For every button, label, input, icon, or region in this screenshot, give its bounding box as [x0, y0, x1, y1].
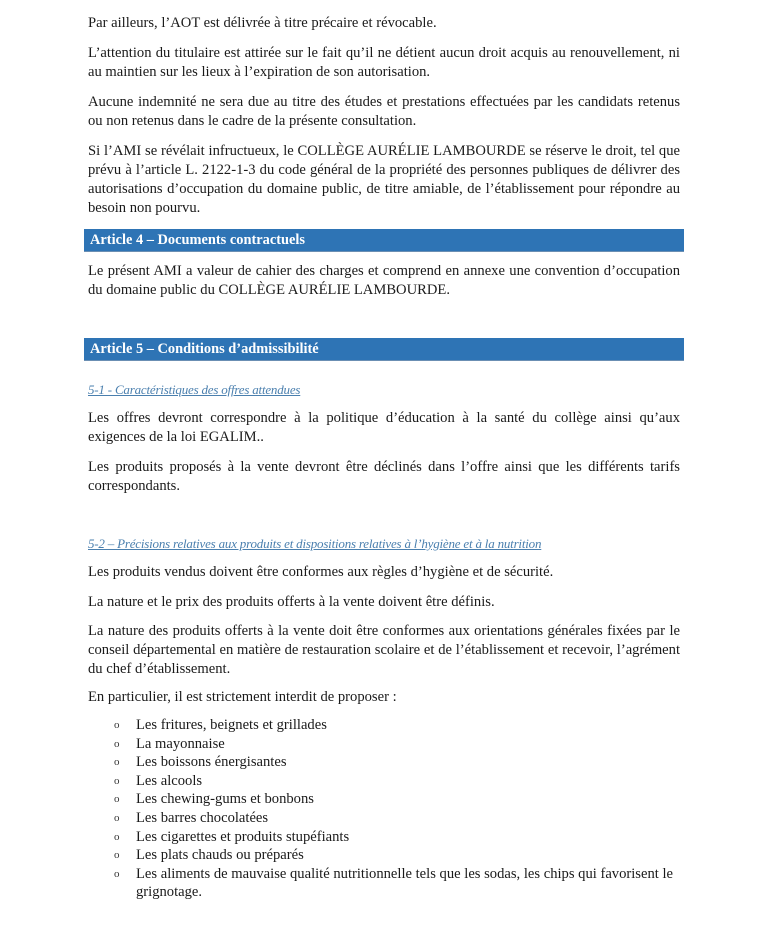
- paragraph-aot-precaire: Par ailleurs, l’AOT est délivrée à titre précaire et révocable.: [88, 15, 437, 31]
- list-item: o Les alcools: [114, 772, 203, 789]
- list-item: o Les boissons énergisantes: [114, 754, 287, 771]
- paragraph-attention-titulaire: L’attention du titulaire est attirée sur le fait qu’il ne détient aucun droit acquis au renouvellement, ni au maintien sur les lieux à l’expiration de son autorisation.: [88, 45, 680, 80]
- paragraph-interdit: En particulier, il est strictement interdit de proposer :: [88, 689, 397, 705]
- paragraph-produits-tarifs: Les produits proposés à la vente devront être déclinés dans l’offre ainsi que les différents tarifs correspondants.: [88, 459, 680, 494]
- list-item: o Les barres chocolatées: [114, 809, 269, 826]
- list-item: o Les aliments de mauvaise qualité nutritionnelle tels que les sodas, les chips qui favorisent le grignotage.: [114, 865, 673, 901]
- paragraph-offres-egalim: Les offres devront correspondre à la politique d’éducation à la santé du collège ainsi qu’aux exigences de la loi EGALIM..: [88, 410, 680, 445]
- forbidden-items-list: [88, 716, 680, 902]
- article-4-title: Article 4 – Documents contractuels: [90, 232, 306, 248]
- subsection-5-2-heading: 5-2 – Précisions relatives aux produits et dispositions relatives à l’hygiène et à la nutrition: [88, 536, 542, 551]
- paragraph-aucune-indemnite: Aucune indemnité ne sera due au titre des études et prestations effectuées par les candidats retenus ou non retenus dans le cadre de la présente consultation.: [88, 94, 680, 129]
- paragraph-ami-infructueux: Si l’AMI se révélait infructueux, le COLLÈGE AURÉLIE LAMBOURDE se réserve le droit, tel que prévu à l’article L. 2122-1-3 du code général de la propriété des personnes publiques de délivrer des autorisations d’occupation du domaine public, de titre amiable, de l’établissement pour répondre au besoin non pourvu.: [88, 143, 680, 216]
- subsection-5-1-heading: 5-1 - Caractéristiques des offres attendues: [88, 382, 301, 397]
- article-5-title: Article 5 – Conditions d’admissibilité: [90, 341, 319, 357]
- article-4-header: [84, 229, 684, 252]
- bullet-circle-icon: o: [114, 793, 120, 806]
- paragraph-orientations: La nature des produits offerts à la vente doit être conformes aux orientations générales fixées par le conseil départemental en matière de restauration scolaire et de l’établissement et recevoir, l’agrément du chef d’établissement.: [88, 623, 680, 677]
- bullet-circle-icon: o: [114, 849, 120, 862]
- bullet-circle-icon: o: [114, 756, 120, 769]
- list-item: o Les chewing-gums et bonbons: [114, 791, 314, 808]
- list-item: o Les cigarettes et produits stupéfiants: [114, 828, 350, 845]
- bullet-circle-icon: o: [114, 719, 120, 731]
- bullet-circle-icon: o: [114, 867, 120, 880]
- bullet-circle-icon: o: [114, 830, 120, 843]
- bullet-circle-icon: o: [114, 774, 120, 787]
- bullet-circle-icon: o: [114, 811, 120, 824]
- bullet-circle-icon: o: [114, 737, 120, 750]
- paragraph-article-4: Le présent AMI a valeur de cahier des charges et comprend en annexe une convention d’occupation du domaine public du COLLÈGE AURÉLIE LAMBOURDE.: [88, 263, 680, 298]
- paragraph-nature-prix: La nature et le prix des produits offerts à la vente doivent être définis.: [88, 594, 495, 610]
- list-item: o Les fritures, beignets et grillades: [114, 717, 327, 733]
- article-5-header: [84, 338, 684, 361]
- list-item: o Les plats chauds ou préparés: [114, 847, 304, 864]
- list-item: o La mayonnaise: [114, 735, 225, 752]
- paragraph-hygiene-securite: Les produits vendus doivent être conformes aux règles d’hygiène et de sécurité.: [88, 564, 554, 580]
